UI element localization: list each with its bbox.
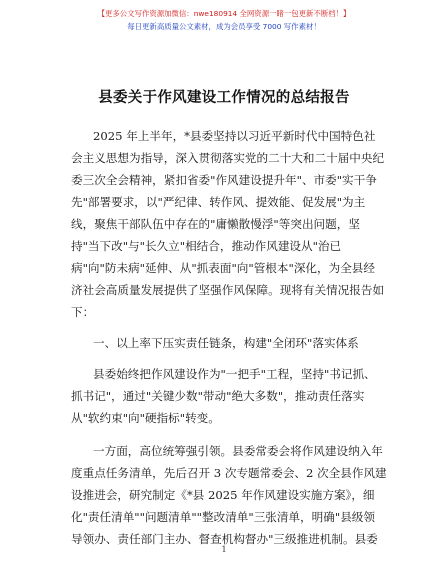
text-line: 2025 年上半年，*县委坚持以习近平新时代中国特色社 <box>93 129 376 143</box>
text-line: 济社会高质量发展提供了坚强作风保障。现将有关情况报告如 <box>71 283 385 297</box>
promo-header-blue: 每日更新高质量公文素材，成为会员享受 7000 写作素材！ <box>127 22 321 31</box>
promo-header-red: 【更多公文写作资源加微信：nwe180914 全网资源一睹一包更新不断档！】 <box>97 9 351 18</box>
text-line: 抓书记"，通过"关键少数"带动"绝大多数"，推动责任落实 <box>71 389 365 403</box>
text-line: 化"责任清单""问题清单""整改清单"三张清单，明确"县级领 <box>71 510 375 524</box>
text-line: 会主义思想为指导，深入贯彻落实党的二十大和二十届中央纪 <box>71 151 385 165</box>
paragraph-responsibility <box>71 363 389 429</box>
text-line: 下： <box>71 305 95 319</box>
text-line: 一方面，高位统筹强引领。县委常委会将作风建设纳入年 <box>93 444 383 458</box>
text-line: 度重点任务清单，先后召开 3 次专题常委会、2 次全县作风建 <box>71 466 387 480</box>
text-line: 设推进会，研究制定《*县 2025 年作风建设实施方案》，细 <box>71 488 375 502</box>
page-number: 1 <box>221 545 227 554</box>
document-title: 县委关于作风建设工作情况的总结报告 <box>98 90 350 106</box>
text-line: 县委始终把作风建设作为"一把手"工程，坚持"书记抓、 <box>93 367 376 381</box>
paragraph-intro <box>71 125 389 323</box>
text-line: 线，聚焦干部队伍中存在的"庸懒散慢浮"等突出问题，坚 <box>71 217 360 231</box>
text-line: 病"向"防未病"延伸、从"抓表面"向"管根本"深化，为全县经 <box>71 261 375 275</box>
text-line: 导领办、责任部门主办、督查机构督办"三级推进机制。县委 <box>71 532 378 546</box>
text-line: 先"部署要求，以"严纪律、转作风、提效能、促发展"为主 <box>71 195 366 209</box>
paragraph-coordination <box>71 440 389 550</box>
document-body <box>71 125 389 550</box>
text-line: 持"当下改"与"长久立"相结合，推动作风建设从"治已 <box>71 239 342 253</box>
text-line: 从"软约束"向"硬指标"转变。 <box>71 411 220 425</box>
section-heading: 一、以上率下压实责任链条，构建"全闭环"落实体系 <box>93 336 359 350</box>
text-line: 委三次全会精神，紧扣省委"作风建设提升年"、市委"实干争 <box>71 173 377 187</box>
